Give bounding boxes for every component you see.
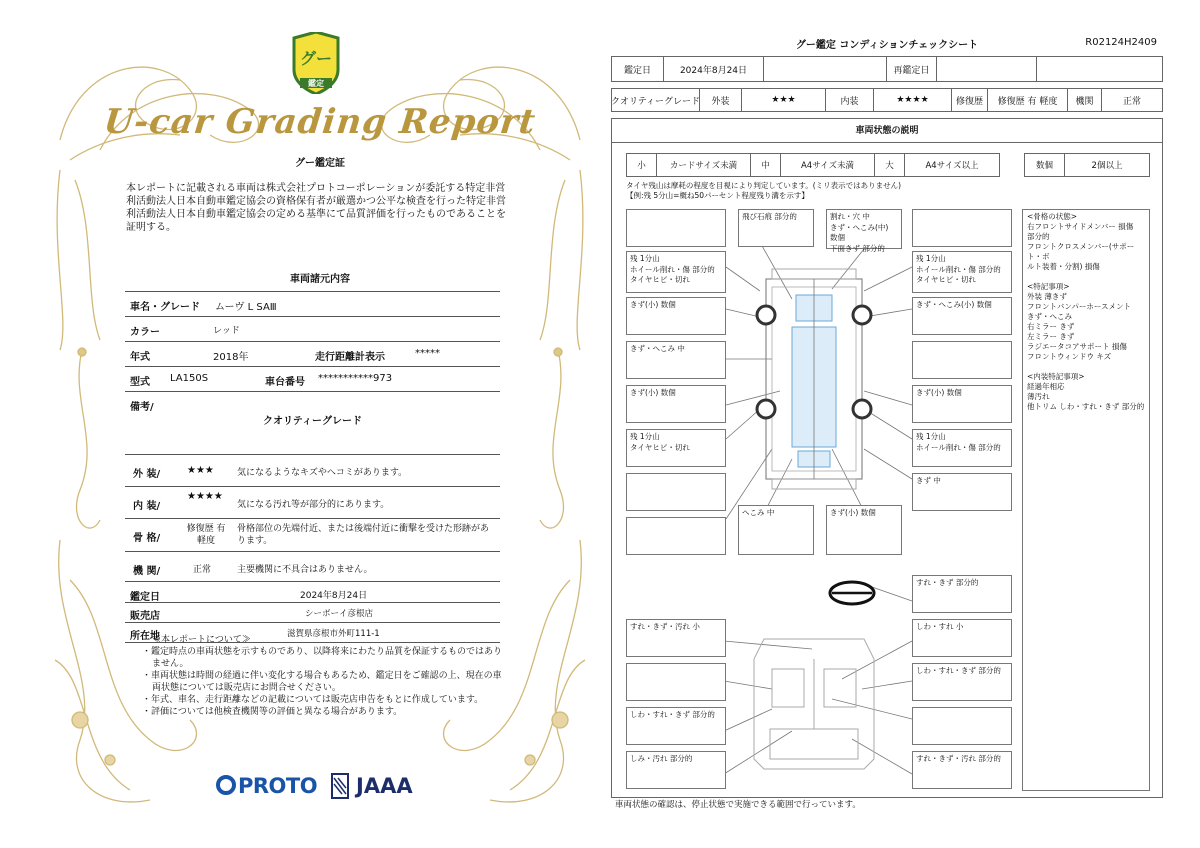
bottom-mid-left-box: へこみ 中 <box>738 505 814 555</box>
appraisal-date-label: 鑑定日 <box>612 57 664 81</box>
side-note-line: 右フロントサイドメンバー 損傷 <box>1027 222 1134 231</box>
cert-text: 本レポートに記載される車両は株式会社プロトコーポレーションが委託する特定非営利活動法人日本自動車鑑定協会の資格保有者が厳選かつ公平な検査を行った特定非営利活動法人日本自動車鑑定協会の定める基準にて品質評価を行ったものであることを証明する。 <box>126 183 506 233</box>
mileage-value: ***** <box>415 348 440 359</box>
size-legend <box>626 153 1000 177</box>
spec-heading: 車両諸元内容 <box>290 274 350 285</box>
remarks-label: 備考/ <box>130 402 154 413</box>
appraisal-date-value: 2024年8月24日 <box>664 57 764 81</box>
legend-count: 数個 <box>1025 154 1065 176</box>
quality-grade-heading: クオリティーグレード <box>263 416 362 427</box>
interior-label: 内装 <box>826 89 874 111</box>
name-value: ムーヴ L SAⅢ <box>215 302 277 313</box>
exterior-value: ★★★ <box>742 89 826 111</box>
right-tire-rear-box <box>912 429 1012 467</box>
right-tire-front-box <box>912 251 1012 293</box>
box-line: きず・へこみ(中) 数個 <box>830 222 889 242</box>
logos <box>216 772 456 802</box>
car-interior-view <box>754 639 874 769</box>
box-line: ホイール削れ・傷 部分的 <box>916 442 1001 452</box>
year-label: 年式 <box>130 352 150 363</box>
info-row-shop <box>125 603 500 623</box>
interior-value: ★★★★ <box>874 89 952 111</box>
date-value: 2024年8月24日 <box>300 591 368 601</box>
left-box-4: きず(小) 数個 <box>626 385 726 423</box>
box-line: 下面きず 部分的 <box>830 243 885 253</box>
qg-top-rule <box>125 426 500 455</box>
jaaa-mark-icon <box>328 772 352 800</box>
date-label: 鑑定日 <box>130 592 160 603</box>
grade-int-label: 内 装/ <box>133 501 161 512</box>
int-right-box-2: しわ・すれ・きず 部分的 <box>912 663 1012 701</box>
side-note-line: ラジエータコアサポート 損傷 <box>1027 342 1127 351</box>
jaaa-logo-text: JAAA <box>356 774 413 798</box>
box-line: 残 1分山 <box>630 254 660 263</box>
right-box-4: きず(小) 数個 <box>912 385 1012 423</box>
steering-wheel-icon <box>830 582 874 604</box>
legend-small: 小 <box>627 154 657 176</box>
spec-row-model <box>125 367 500 392</box>
year-value: 2018年 <box>213 352 249 363</box>
side-note-line: フロントクロスメンバー(サポート・ボ <box>1027 242 1135 261</box>
legend-large-desc: A4サイズ以上 <box>925 161 979 171</box>
side-note-line: 経過年相応 <box>1027 382 1065 391</box>
int-right-box-3 <box>912 707 1012 745</box>
grade-engine-desc: 主要機関に不具合はありません。 <box>237 565 373 575</box>
proto-logo-text: PROTO <box>238 774 318 798</box>
reappraisal-date-value <box>937 57 1037 81</box>
side-note-line: 他トリム しわ・すれ・きず 部分的 <box>1027 402 1145 411</box>
grade-row-engine <box>125 552 500 582</box>
grade-engine-label: 機 関/ <box>133 566 161 577</box>
left-box-2: きず(小) 数個 <box>626 297 726 335</box>
sheet-title: グー鑑定 コンディションチェックシート <box>795 40 979 51</box>
grade-row-interior <box>125 487 500 519</box>
report-notes <box>140 634 510 718</box>
left-box-6 <box>626 473 726 511</box>
box-line: タイヤヒビ・切れ <box>916 275 976 284</box>
box-line: ホイール削れ・傷 部分的 <box>916 264 1001 274</box>
address-label: 所在地 <box>130 631 160 642</box>
bottom-mid-right-box: きず(小) 数個 <box>826 505 902 555</box>
side-note-line: 右ミラー きず <box>1027 322 1075 331</box>
proto-mark-icon <box>216 775 236 795</box>
mileage-label: 走行距離計表示 <box>315 352 385 363</box>
tire-note-line: 【例:残 5分山=概ね50パーセント程度残り溝を示す】 <box>626 190 809 200</box>
goo-appraisal-badge <box>288 32 344 94</box>
reappraisal-date-label: 再鑑定日 <box>887 57 937 81</box>
side-note-line: <内装特記事項> <box>1027 372 1085 381</box>
note-item: ・評価については他検査機関等の評価と異なる場合があります。 <box>142 707 403 717</box>
top-mid-left-box: 飛び石痕 部分的 <box>738 209 814 247</box>
chassis-label: 車台番号 <box>265 377 305 388</box>
side-notes <box>1022 209 1150 791</box>
side-note-line: フロントウィンドウ キズ <box>1027 352 1112 361</box>
int-right-box-4: すれ・きず・汚れ 部分的 <box>912 751 1012 789</box>
int-left-box-2 <box>626 663 726 701</box>
side-note-line: 左ミラー きず <box>1027 332 1075 341</box>
side-note-gap <box>1027 272 1145 282</box>
tire-note <box>626 181 901 200</box>
cert-heading: グー鑑定証 <box>295 158 345 169</box>
side-note-line: 部分的 <box>1027 232 1050 241</box>
color-value: レッド <box>213 326 240 336</box>
left-box-7 <box>626 517 726 555</box>
box-line: 残 1分山 <box>916 254 946 263</box>
side-note-line: きず・へこみ <box>1027 312 1072 321</box>
grade-frame-desc: 骨格部位の先端付近、または後端付近に衝撃を受けた形跡があります。 <box>237 524 490 546</box>
sheet-code: R02124H2409 <box>1085 37 1157 48</box>
grade-ext-desc: 気になるようなキズやヘコミがあります。 <box>237 468 408 478</box>
spec-top-rule <box>125 272 500 292</box>
left-box-1 <box>626 209 726 247</box>
side-note-line: <骨格の状態> <box>1027 212 1078 221</box>
right-box-6: きず 中 <box>912 473 1012 511</box>
section-title: 車両状態の説明 <box>612 119 1162 143</box>
grade-ext-value: ★★★ <box>187 465 214 476</box>
side-note-line: ルト装着・分割) 損傷 <box>1027 262 1100 271</box>
left-tire-rear-box <box>626 429 726 467</box>
legend-large: 大 <box>875 154 905 176</box>
model-label: 型式 <box>130 377 150 388</box>
legend-small-desc: カードサイズ未満 <box>657 154 751 176</box>
proto-logo <box>216 774 317 798</box>
int-left-box-1: すれ・きず・汚れ 小 <box>626 619 726 657</box>
side-note-line: 外装 薄きず <box>1027 292 1067 301</box>
grade-ext-label: 外 装/ <box>133 469 161 480</box>
badge-text-top: グー <box>299 49 333 68</box>
int-left-box-4: しみ・汚れ 部分的 <box>626 751 726 789</box>
engine-label: 機関 <box>1068 89 1102 111</box>
side-note-gap <box>1027 362 1145 372</box>
box-line: 割れ・穴 中 <box>830 212 870 221</box>
grade-frame-value: 修復歴 有 軽度 <box>186 524 226 546</box>
side-note-line: <特記事項> <box>1027 282 1070 291</box>
condition-check-sheet <box>610 36 1163 810</box>
int-right-box-1: しわ・すれ 小 <box>912 619 1012 657</box>
note-item: ・鑑定時点の車両状態を示すものであり、以降将来にわたり品質を保証するものではありません。 <box>142 647 503 669</box>
int-left-box-3: しわ・すれ・きず 部分的 <box>626 707 726 745</box>
badge-text-bottom: 鑑定 <box>308 79 324 88</box>
grade-row-frame <box>125 519 500 552</box>
side-note-line: フロントバンパーホースメント <box>1027 302 1131 311</box>
engine-value: 正常 <box>1122 96 1141 107</box>
box-line: タイヤヒビ・切れ <box>630 442 690 452</box>
steering-box: すれ・きず 部分的 <box>912 575 1012 613</box>
note-item: ・年式、車名、走行距離などの記載については販売店申告をもとに作成しています。 <box>142 695 484 705</box>
grade-table <box>611 88 1163 112</box>
grade-int-value: ★★★★ <box>187 491 223 502</box>
repair-value: 修復歴 有 軽度 <box>988 89 1068 111</box>
sheet-footer: 車両状態の確認は、停止状態で実施できる範囲で行っています。 <box>615 800 861 810</box>
report-title: U-car Grading Report <box>102 102 538 142</box>
tire-note-line: タイヤ残山は摩耗の程度を目視により判定しています。(ミリ表示ではありません) <box>626 181 902 190</box>
count-legend <box>1024 153 1150 177</box>
side-note-line: 薄汚れ <box>1027 392 1050 401</box>
note-item: ・車両状態は時間の経過に伴い変化する場合もあるため、鑑定日をご確認の上、現在の車両状態については販売店にお問合せください。 <box>142 671 502 693</box>
color-label: カラー <box>130 327 160 338</box>
date-table <box>611 56 1163 82</box>
spec-row-color <box>125 317 500 342</box>
box-line: タイヤヒビ・切れ <box>630 275 690 284</box>
chassis-value: ***********973 <box>318 373 393 384</box>
shop-label: 販売店 <box>130 611 160 622</box>
grade-row-exterior <box>125 455 500 487</box>
grading-report-page <box>40 20 600 830</box>
notes-title: ≪本レポートについて≫ <box>152 635 251 645</box>
exterior-label: 外装 <box>700 89 742 111</box>
car-top-view <box>757 269 871 489</box>
right-box-3 <box>912 341 1012 379</box>
top-mid-right-box <box>826 209 902 253</box>
grade-int-desc: 気になる汚れ等が部分的にあります。 <box>237 500 390 510</box>
blank-cell <box>1037 57 1162 81</box>
right-box-2: きず・へこみ(小) 数個 <box>912 297 1012 335</box>
condition-panel <box>611 118 1163 798</box>
legend-mid-desc: A4サイズ未満 <box>781 154 875 176</box>
repair-label: 修復歴 <box>952 89 988 111</box>
grade-frame-label: 骨 格/ <box>133 533 161 544</box>
grade-engine-value: 正常 <box>193 565 212 575</box>
right-box-1 <box>912 209 1012 247</box>
box-line: ホイール削れ・傷 部分的 <box>630 264 715 274</box>
spec-row-year <box>125 342 500 367</box>
qg-label: クオリティーグレード <box>612 89 700 111</box>
shop-value: シーボーイ彦根店 <box>305 609 374 619</box>
legend-mid: 中 <box>751 154 781 176</box>
box-line: 残 1分山 <box>916 432 946 441</box>
name-label: 車名・グレード <box>130 302 200 313</box>
left-tire-front-box <box>626 251 726 293</box>
model-value: LA150S <box>170 373 209 384</box>
spec-row-name <box>125 292 500 317</box>
blank-cell <box>764 57 887 81</box>
legend-count-desc: 2個以上 <box>1091 161 1123 171</box>
address-value: 滋賀県彦根市外町111-1 <box>287 629 380 639</box>
box-line: 残 1分山 <box>630 432 660 441</box>
info-row-date <box>125 582 500 603</box>
left-box-3: きず・へこみ 中 <box>626 341 726 379</box>
